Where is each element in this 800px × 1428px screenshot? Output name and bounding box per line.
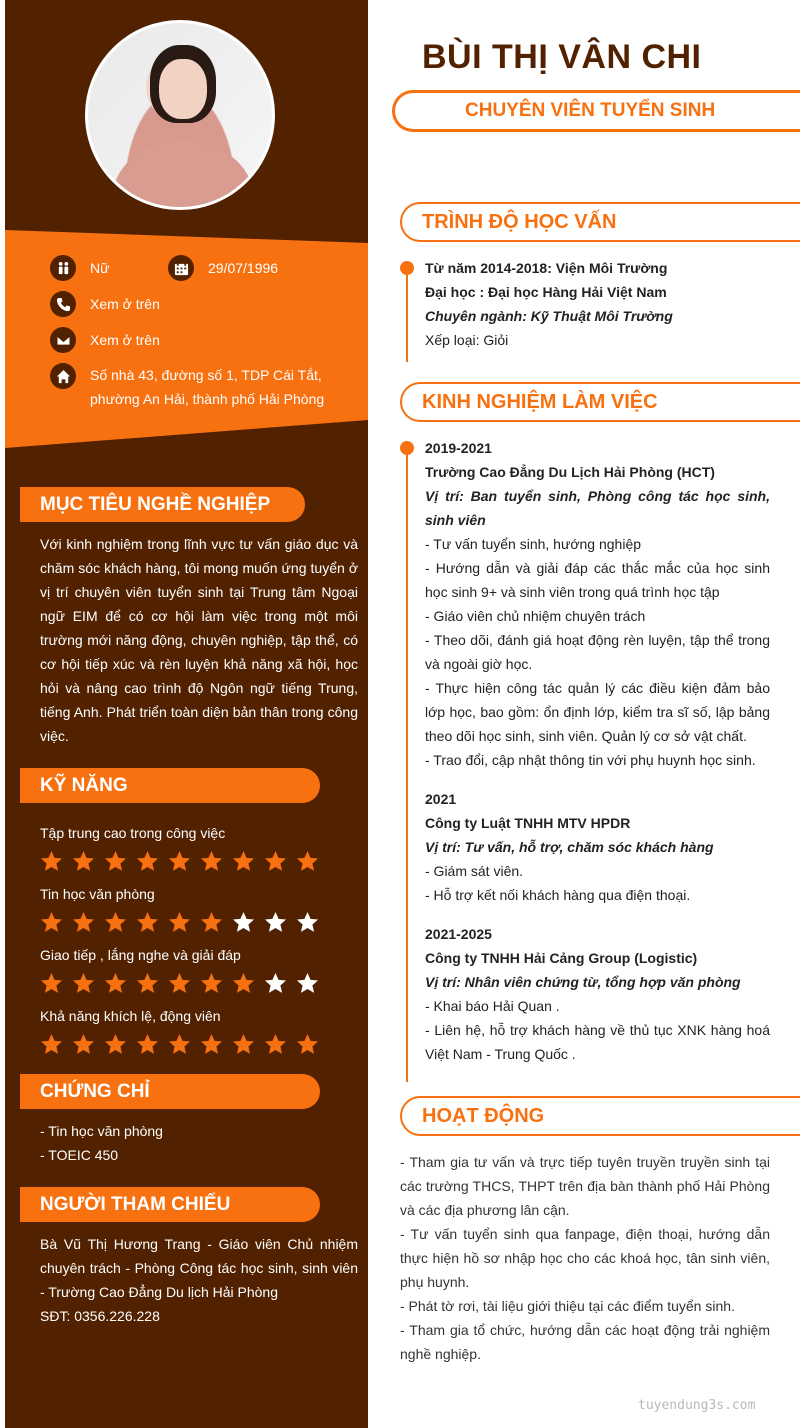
candidate-name: BÙI THỊ VÂN CHI <box>422 38 702 76</box>
star-filled-icon <box>136 972 159 994</box>
star-empty-icon <box>264 972 287 994</box>
job-duty: - Khai báo Hải Quan . <box>425 998 560 1014</box>
star-filled-icon <box>200 911 223 933</box>
experience-timeline <box>406 442 408 1082</box>
star-filled-icon <box>200 972 223 994</box>
job-role: Vị trí: Ban tuyển sinh, Phòng công tác học sinh, sinh viên <box>425 488 770 528</box>
job-duty: - Tư vấn tuyển sinh, hướng nghiệp <box>425 536 642 552</box>
certificates-list <box>40 1119 358 1167</box>
skill-name: Giao tiếp , lắng nghe và giải đáp <box>40 947 241 963</box>
reference-phone: SĐT: 0356.226.228 <box>40 1308 160 1324</box>
skills-heading: KỸ NĂNG <box>20 768 320 803</box>
star-filled-icon <box>296 1033 319 1055</box>
certificates-heading: CHỨNG CHỈ <box>20 1074 320 1109</box>
star-filled-icon <box>168 1033 191 1055</box>
star-filled-icon <box>136 1033 159 1055</box>
star-filled-icon <box>136 850 159 872</box>
address-value <box>90 363 324 411</box>
job-role: Vị trí: Tư vấn, hỗ trợ, chăm sóc khách hàng <box>425 839 714 855</box>
job-role: Vị trí: Nhân viên chứng từ, tổng hợp văn phòng <box>425 974 741 990</box>
activities-heading: HOẠT ĐỘNG <box>400 1096 800 1136</box>
gender-row <box>50 255 109 281</box>
star-filled-icon <box>232 850 255 872</box>
gender-icon <box>50 255 76 281</box>
star-filled-icon <box>72 850 95 872</box>
job-duty: - Trao đổi, cập nhật thông tin với phụ huynh học sinh. <box>425 752 756 768</box>
education-heading: TRÌNH ĐỘ HỌC VẤN <box>400 202 800 242</box>
job-duty: - Hướng dẫn và giải đáp các thắc mắc của học sinh học sinh 9+ và sinh viên trong quá trình học tập <box>425 560 770 600</box>
activity-item: - Phát tờ rơi, tài liệu giới thiệu tại các điểm tuyển sinh. <box>400 1298 735 1314</box>
skill-rating <box>40 911 319 933</box>
envelope-icon <box>50 327 76 353</box>
home-icon <box>50 363 76 389</box>
star-empty-icon <box>232 911 255 933</box>
star-filled-icon <box>72 911 95 933</box>
certificate-item: - TOEIC 450 <box>40 1147 119 1163</box>
job-duty: - Theo dõi, đánh giá hoạt động rèn luyện, tập thể trong và ngoài giờ học. <box>425 632 770 672</box>
address-row <box>50 363 324 411</box>
skill-rating <box>40 1033 319 1055</box>
star-filled-icon <box>296 850 319 872</box>
job-duty: - Giáo viên chủ nhiệm chuyên trách <box>425 608 646 624</box>
star-filled-icon <box>168 850 191 872</box>
star-filled-icon <box>264 850 287 872</box>
address-line-2: phường An Hải, thành phố Hải Phòng <box>90 391 325 407</box>
job-duty: - Thực hiện công tác quản lý các điều kiện đảm bảo lớp học, bao gồm: ổn định lớp, kiểm tra sĩ số, lập bảng theo dõi học sinh, sinh viên. Quản lý cơ sở vật chất. <box>425 680 770 744</box>
references-heading: NGƯỜI THAM CHIẾU <box>20 1187 320 1222</box>
star-filled-icon <box>200 850 223 872</box>
skill-rating <box>40 850 319 872</box>
certificate-item: - Tin học văn phòng <box>40 1123 163 1139</box>
skill-name: Tin học văn phòng <box>40 886 155 902</box>
star-filled-icon <box>168 911 191 933</box>
position-title: CHUYÊN VIÊN TUYỂN SINH <box>392 90 800 132</box>
references-block <box>40 1232 358 1328</box>
dob-row <box>168 255 278 281</box>
star-filled-icon <box>232 1033 255 1055</box>
skill-name: Tập trung cao trong công việc <box>40 825 226 841</box>
education-major: Chuyên ngành: Kỹ Thuật Môi Trường <box>425 308 673 324</box>
activity-item: - Tư vấn tuyển sinh qua fanpage, điện thoại, hướng dẫn thực hiện hồ sơ nhập học cho các khoá học, tân sinh viên, phụ huynh. <box>400 1226 770 1290</box>
job-entry <box>425 436 770 772</box>
star-empty-icon <box>296 911 319 933</box>
star-filled-icon <box>72 972 95 994</box>
job-company: Trường Cao Đẳng Du Lịch Hải Phòng (HCT) <box>425 464 715 480</box>
experience-block <box>425 436 770 1066</box>
skill-name: Khả năng khích lệ, động viên <box>40 1008 221 1024</box>
job-period: 2021 <box>425 791 457 807</box>
star-filled-icon <box>136 911 159 933</box>
education-dot <box>400 261 414 275</box>
job-duty: - Hỗ trợ kết nối khách hàng qua điện thoại. <box>425 887 691 903</box>
star-filled-icon <box>200 1033 223 1055</box>
star-filled-icon <box>72 1033 95 1055</box>
address-line-1: Số nhà 43, đường số 1, TDP Cái Tắt, <box>90 367 322 383</box>
star-filled-icon <box>40 1033 63 1055</box>
left-sidebar <box>5 0 368 1428</box>
skill-rating <box>40 972 319 994</box>
star-filled-icon <box>264 1033 287 1055</box>
job-period: 2019-2021 <box>425 440 492 456</box>
job-entry <box>425 787 770 907</box>
job-company: Công ty TNHH Hải Cảng Group (Logistic) <box>425 950 698 966</box>
dob-value: 29/07/1996 <box>208 260 279 276</box>
email-row <box>50 327 160 353</box>
star-empty-icon <box>296 972 319 994</box>
star-filled-icon <box>40 911 63 933</box>
star-filled-icon <box>104 972 127 994</box>
activity-item: - Tham gia tổ chức, hướng dẫn các hoạt động trải nghiệm nghề nghiệp. <box>400 1322 770 1362</box>
experience-dot <box>400 441 414 455</box>
star-empty-icon <box>264 911 287 933</box>
phone-icon <box>50 291 76 317</box>
objective-text: Với kinh nghiệm trong lĩnh vực tư vấn giáo dục và chăm sóc khách hàng, tôi mong muốn ứng tuyển ở vị trí chuyên viên tuyển sinh tại Trung tâm Ngoại ngữ EIM để có cơ hội làm việc trong một môi trường mới năng động, chuyên nghiệp, tập thể, có cơ hội tiếp xúc và rèn luyện khả năng xã hội, học hỏi và nâng cao trình độ Ngôn ngữ tiếng Trung, tiếng Anh. Phát triển toàn diện bản thân trong công việc. <box>40 536 358 744</box>
reference-text: Bà Vũ Thị Hương Trang - Giáo viên Chủ nhiệm chuyên trách - Phòng Công tác học sinh, sinh viên - Trường Cao Đẳng Du lịch Hải Phòng <box>40 1236 358 1300</box>
email-value: Xem ở trên <box>90 332 160 348</box>
watermark: tuyendung3s.com <box>638 1398 756 1413</box>
activity-item: - Tham gia tư vấn và trực tiếp tuyên truyền truyền sinh tại các trường THCS, THPT trên địa bàn thành phố Hải Phòng và các địa phương lân cận. <box>400 1154 770 1218</box>
star-filled-icon <box>168 972 191 994</box>
star-filled-icon <box>40 850 63 872</box>
phone-value: Xem ở trên <box>90 296 160 312</box>
job-duty: - Giám sát viên. <box>425 863 524 879</box>
star-filled-icon <box>104 1033 127 1055</box>
education-period: Từ năm 2014-2018: Viện Môi Trường <box>425 260 668 276</box>
calendar-icon <box>168 255 194 281</box>
job-duty: - Liên hệ, hỗ trợ khách hàng về thủ tục XNK hàng hoá Việt Nam - Trung Quốc . <box>425 1022 770 1062</box>
star-filled-icon <box>40 972 63 994</box>
education-timeline <box>406 262 408 362</box>
star-filled-icon <box>232 972 255 994</box>
phone-row <box>50 291 160 317</box>
activities-list <box>400 1150 770 1366</box>
star-filled-icon <box>104 850 127 872</box>
job-period: 2021-2025 <box>425 926 492 942</box>
job-company: Công ty Luật TNHH MTV HPDR <box>425 815 631 831</box>
star-filled-icon <box>104 911 127 933</box>
avatar <box>85 20 275 210</box>
education-block <box>425 256 770 352</box>
education-grade: Xếp loại: Giỏi <box>425 332 509 348</box>
experience-heading: KINH NGHIỆM LÀM VIỆC <box>400 382 800 422</box>
objective-heading: MỤC TIÊU NGHỀ NGHIỆP <box>20 487 305 522</box>
job-entry <box>425 922 770 1066</box>
gender-value: Nữ <box>90 260 110 276</box>
education-degree: Đại học : Đại học Hàng Hải Việt Nam <box>425 284 667 300</box>
